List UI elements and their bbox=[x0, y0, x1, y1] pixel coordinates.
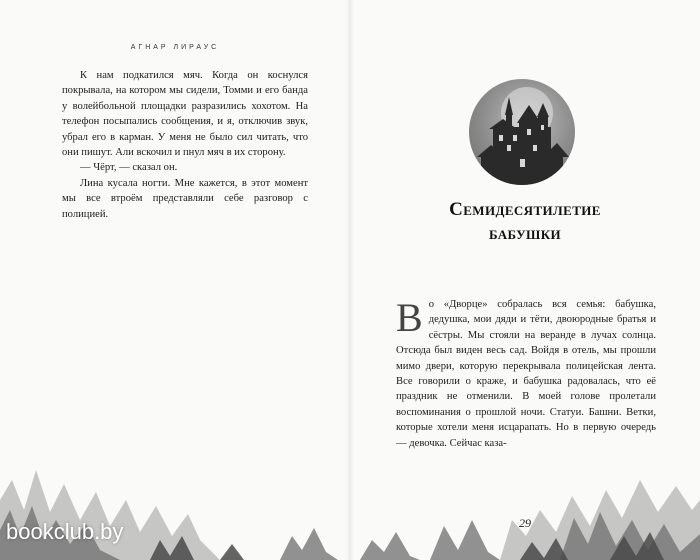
left-page-text bbox=[62, 68, 308, 222]
drop-cap: В bbox=[396, 295, 423, 340]
paragraph bbox=[396, 297, 656, 451]
haunted-house-moon-icon bbox=[469, 79, 575, 185]
paragraph-text: о «Дворце» собралась вся семья: бабушка, дедушка, мои дяди и тёти, двоюродные братья и сёстры. Мы стояли на веранде в лучах солнца. Отсюда был виден весь сад. Войдя в отель, мы прошли мимо двери, которую перекрывала полицейская лента. Все говорили о краже, и бабушка радовалась, что её праздник не отменили. В моей голове пролетали воспоминания о прошлой ночи. Статуи. Башни. Ветки, которые хотели меня исцарапать. Но в первую очередь — девочка. Сейчас каза- bbox=[396, 299, 656, 449]
running-head: АГНАР ЛИРАУС bbox=[130, 44, 220, 51]
chapter-title-line: бабушки bbox=[488, 223, 562, 244]
paragraph: — Чёрт, — сказал он. bbox=[80, 162, 178, 174]
right-page-text bbox=[396, 297, 656, 451]
paragraph: Лина кусала ногти. Мне кажется, в этот момент мы все втроём представляли себе разговор с полицией. bbox=[62, 177, 308, 220]
chapter-title bbox=[350, 198, 700, 246]
paragraph: К нам подкатился мяч. Когда он коснулся покрывала, на котором мы сидели, Томми и его банда у волейбольной площадки разразились хохотом. На телефон посыпались сообщения, и я, отключив звук, убрал его в карман. У меня не было сил читать, что они пишут. Али вскочил и пнул мяч в их сторону. bbox=[62, 70, 308, 159]
chapter-title-line: Семидесятилетие bbox=[449, 199, 601, 220]
page-number: 29 bbox=[519, 516, 531, 530]
watermark: bookclub.by bbox=[6, 519, 124, 544]
